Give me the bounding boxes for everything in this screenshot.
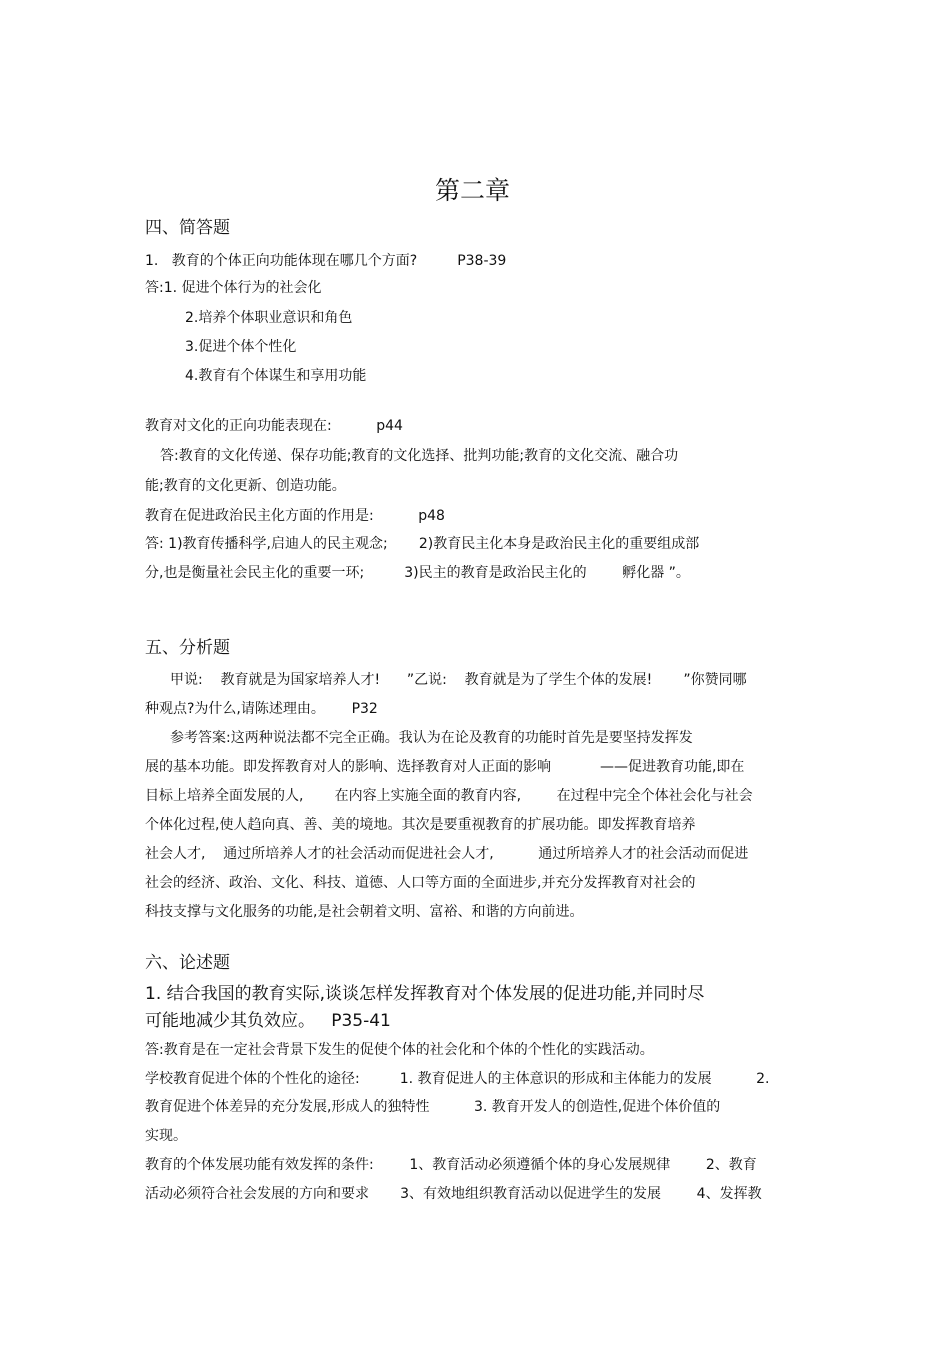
answer-culture-line-2: 能;教育的文化更新、创造功能。 [145,478,346,494]
chapter-title: 第二章 [434,176,510,205]
answer-culture-line-1: 答:教育的文化传递、保存功能;教育的文化选择、批判功能;教育的文化交流、融合功 [160,448,679,464]
analysis-answer-line-4: 个体化过程,使人趋向真、善、美的境地。其次是要重视教育的扩展功能。即发挥教育培养 [145,817,696,833]
answer-politics-line-1: 答: 1)教育传播科学,启迪人的民主观念; 2)教育民主化本身是政治民主化的重要组成部 [145,536,700,552]
answer-1-item-2: 2.培养个体职业意识和角色 [185,310,353,326]
analysis-answer-line-5: 社会人才, 通过所培养人才的社会活动而促进社会人才, 通过所培养人才的社会活动而促进 [145,846,749,862]
analysis-answer-line-6: 社会的经济、政治、文化、科技、道德、人口等方面的全面进步,并充分发挥教育对社会的 [145,875,696,891]
essay-answer-line-1: 答:教育是在一定社会背景下发生的促使个体的社会化和个体的个性化的实践活动。 [145,1042,654,1058]
essay-answer-line-6: 活动必须符合社会发展的方向和要求 3、有效地组织教育活动以促进学生的发展 4、发挥教 [145,1186,762,1202]
question-politics: 教育在促进政治民主化方面的作用是: p48 [145,508,445,524]
analysis-question-line-2: 种观点?为什么,请陈述理由。 P32 [145,701,378,717]
section-heading-analysis: 五、分析题 [145,638,230,658]
section-heading-short-answer: 四、简答题 [145,218,230,238]
essay-answer-line-5: 教育的个体发展功能有效发挥的条件: 1、教育活动必须遵循个体的身心发展规律 2、教育 [145,1157,757,1173]
essay-question-line-2: 可能地减少其负效应。 P35-41 [145,1011,391,1031]
essay-question-line-1: 1. 结合我国的教育实际,谈谈怎样发挥教育对个体发展的促进功能,并同时尽 [145,984,705,1004]
essay-answer-line-2: 学校教育促进个体的个性化的途径: 1. 教育促进人的主体意识的形成和主体能力的发展 2. [145,1071,770,1087]
analysis-question-line-1: 甲说: 教育就是为国家培养人才! ”乙说: 教育就是为了学生个体的发展! ”你赞同哪 [170,672,747,688]
analysis-answer-line-7: 科技支撑与文化服务的功能,是社会朝着文明、富裕、和谐的方向前进。 [145,904,584,920]
question-culture: 教育对文化的正向功能表现在: p44 [145,418,403,434]
essay-answer-line-3: 教育促进个体差异的充分发展,形成人的独特性 3. 教育开发人的创造性,促进个体价值的 [145,1099,721,1115]
answer-1-item-1: 答:1. 促进个体行为的社会化 [145,280,322,296]
analysis-answer-line-2: 展的基本功能。即发挥教育对人的影响、选择教育对人正面的影响 ——促进教育功能,即在 [145,759,745,775]
essay-answer-line-4: 实现。 [145,1128,187,1144]
answer-politics-line-2: 分,也是衡量社会民主化的重要一环; 3)民主的教育是政治民主化的 孵化器 ”。 [145,565,690,581]
question-1: 1. 教育的个体正向功能体现在哪几个方面? P38-39 [145,253,507,269]
analysis-answer-line-3: 目标上培养全面发展的人, 在内容上实施全面的教育内容, 在过程中完全个体社会化与社会 [145,788,753,804]
analysis-answer-line-1: 参考答案:这两种说法都不完全正确。我认为在论及教育的功能时首先是要坚持发挥发 [170,730,693,746]
section-heading-essay: 六、论述题 [145,953,230,973]
answer-1-item-3: 3.促进个体个性化 [185,339,297,355]
answer-1-item-4: 4.教育有个体谋生和享用功能 [185,368,367,384]
